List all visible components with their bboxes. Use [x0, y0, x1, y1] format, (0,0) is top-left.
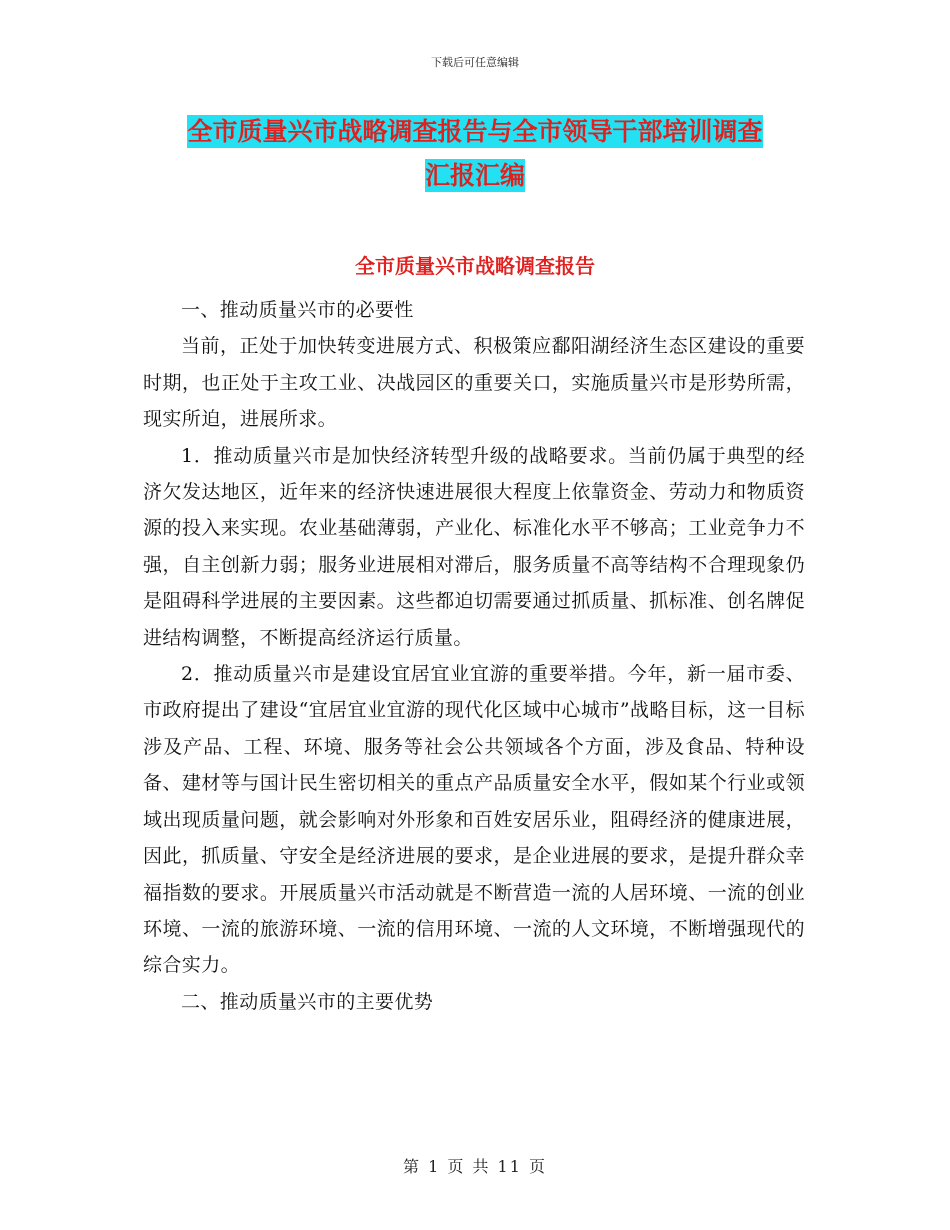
- document-title-line-2: [0, 156, 950, 192]
- document-body: [143, 292, 805, 1020]
- document-title-line-1: [0, 112, 950, 148]
- paragraph-point-2: 2．推动质量兴市是建设宜居宜业宜游的重要举措。今年，新一届市委、市政府提出了建设“宜居宜业宜游的现代化区域中心城市”战略目标，这一目标涉及产品、工程、环境、服务等社会公共领域各个方面，涉及食品、特种设备、建材等与国计民生密切相关的重点产品质量安全水平，假如某个行业或领域出现质量问题，就会影响对外形象和百姓安居乐业，阻碍经济的健康进展，因此，抓质量、守安全是经济进展的要求，是企业进展的要求，是提升群众幸福指数的要求。开展质量兴市活动就是不断营造一流的人居环境、一流的创业环境、一流的旅游环境、一流的信用环境、一流的人文环境，不断增强现代的综合实力。: [143, 663, 805, 977]
- page-number-footer: 第 1 页 共 11 页: [403, 1157, 547, 1176]
- document-title-text-2: 汇报汇编: [424, 161, 525, 190]
- paragraph-intro: 当前，正处于加快转变进展方式、积极策应鄱阳湖经济生态区建设的重要时期，也正处于主攻工业、决战园区的重要关口，实施质量兴市是形势所需，现实所迫，进展所求。: [143, 335, 805, 431]
- heading-advantages: 二、推动质量兴市的主要优势: [181, 990, 434, 1013]
- page-header-note: 下载后可任意编辑: [431, 56, 519, 69]
- section-title: 全市质量兴市战略调查报告: [355, 254, 595, 278]
- heading-necessity: 一、推动质量兴市的必要性: [181, 299, 414, 321]
- document-title-text-1: 全市质量兴市战略调查报告与全市领导干部培训调查: [187, 117, 763, 146]
- paragraph-point-1: 1．推动质量兴市是加快经济转型升级的战略要求。当前仍属于典型的经济欠发达地区，近年来的经济快速进展很大程度上依靠资金、劳动力和物质资源的投入来实现。农业基础薄弱，产业化、标准化水平不够高；工业竞争力不强，自主创新力弱；服务业进展相对滞后，服务质量不高等结构不合理现象仍是阻碍科学进展的主要因素。这些都迫切需要通过抓质量、抓标准、创名牌促进结构调整，不断提高经济运行质量。: [143, 444, 805, 649]
